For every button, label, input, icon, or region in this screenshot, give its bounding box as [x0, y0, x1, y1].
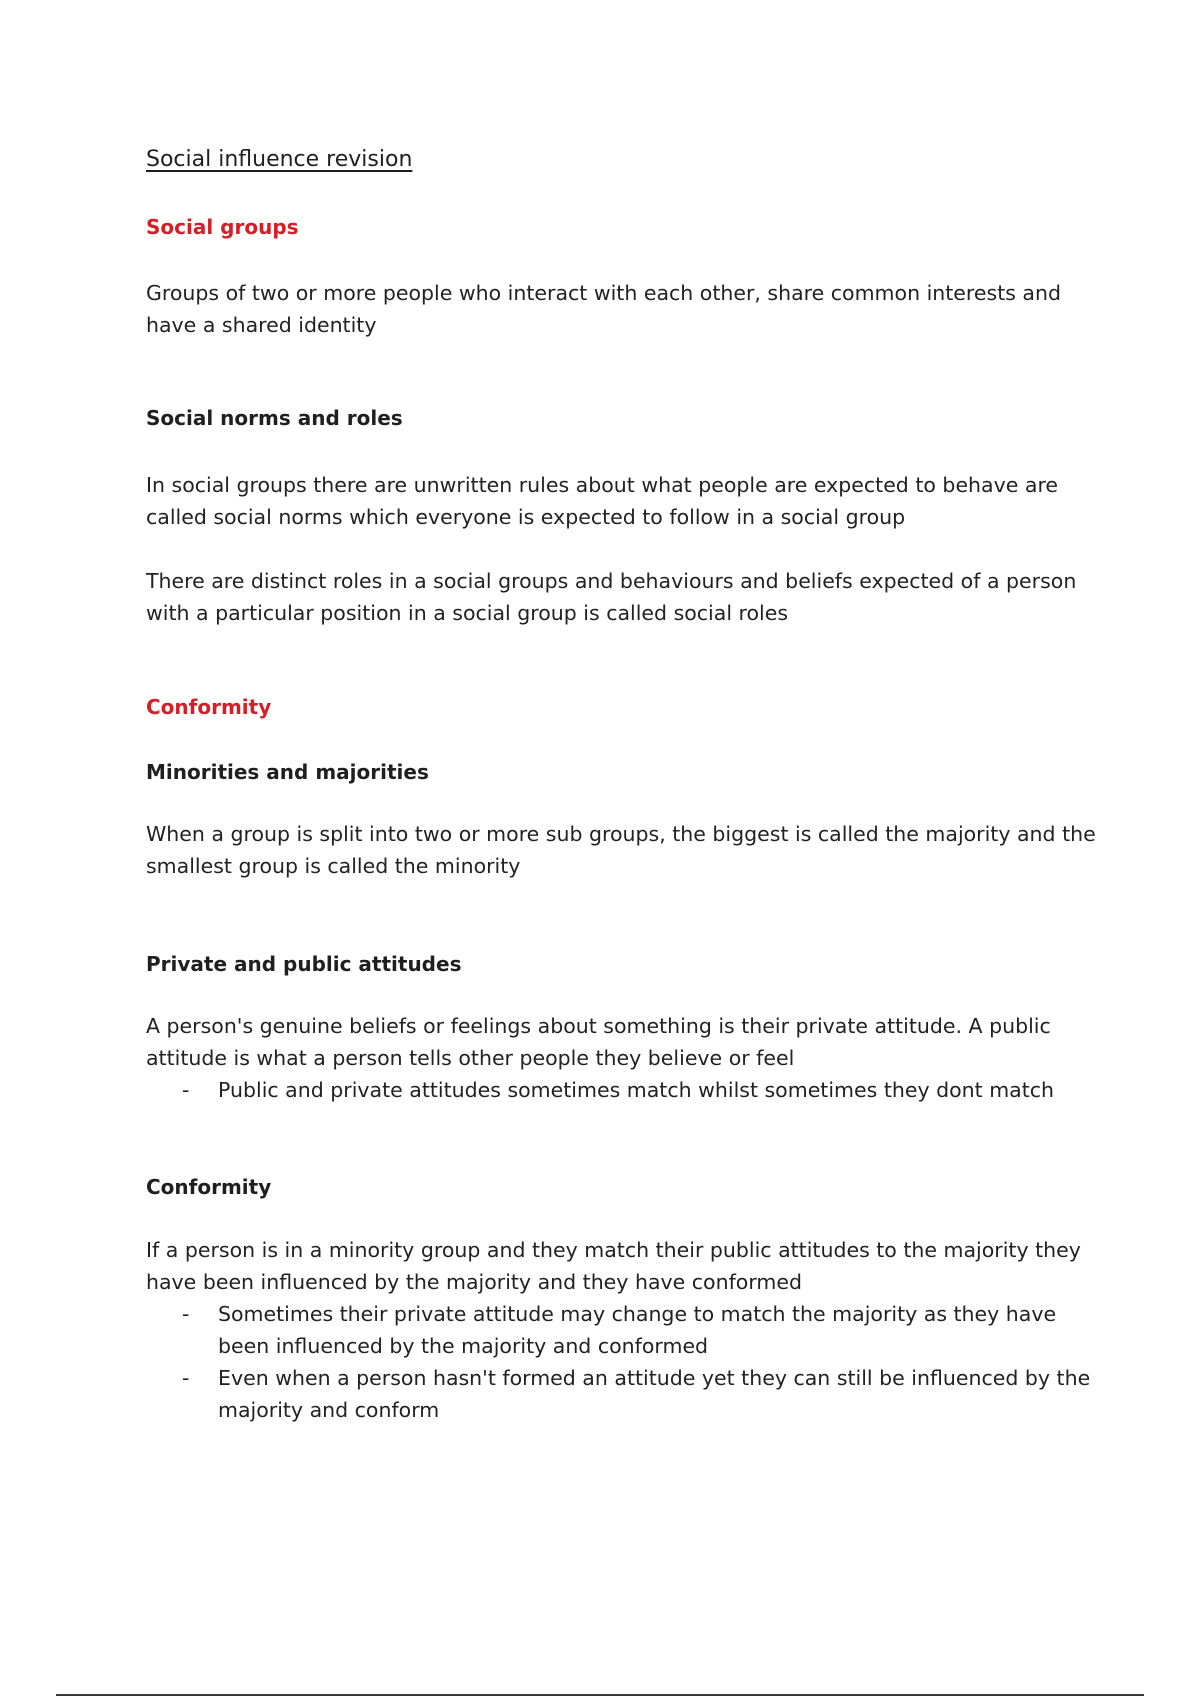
paragraph-social-groups: Groups of two or more people who interact with each other, share common interests and have a shared identity	[146, 281, 1061, 337]
section-heading-social-groups: Social groups	[146, 215, 299, 239]
subheading-social-norms-roles: Social norms and roles	[146, 406, 403, 430]
subheading-conformity: Conformity	[146, 1175, 272, 1199]
list-item	[146, 1362, 1096, 1426]
subheading-private-public-attitudes: Private and public attitudes	[146, 952, 462, 976]
paragraph-minorities-majorities: When a group is split into two or more sub groups, the biggest is called the majority and the smallest group is called the minority	[146, 822, 1096, 878]
bullet-dash: -	[182, 1366, 190, 1390]
paragraph-private-public-attitudes: A person's genuine beliefs or feelings about something is their private attitude. A public attitude is what a person tells other people they believe or feel	[146, 1014, 1051, 1070]
subheading-minorities-majorities: Minorities and majorities	[146, 760, 429, 784]
bullet-dash: -	[182, 1302, 190, 1326]
bullet-text: Even when a person hasn't formed an attitude yet they can still be influenced by the majority and conform	[218, 1366, 1091, 1422]
page-title: Social influence revision	[146, 147, 413, 172]
section-heading-conformity: Conformity	[146, 695, 272, 719]
paragraph-conformity: If a person is in a minority group and they match their public attitudes to the majority they have been influenced by the majority and they have conformed	[146, 1238, 1081, 1294]
bottom-divider	[56, 1694, 1144, 1696]
bullet-text: Sometimes their private attitude may change to match the majority as they have been influenced by the majority and conformed	[218, 1302, 1057, 1358]
bullet-dash: -	[182, 1078, 190, 1102]
list-item	[146, 1074, 1096, 1106]
bullet-list-attitudes	[146, 1074, 1096, 1106]
paragraph-social-norms: In social groups there are unwritten rules about what people are expected to behave are called social norms which everyone is expected to follow in a social group	[146, 473, 1059, 529]
paragraph-social-roles: There are distinct roles in a social groups and behaviours and beliefs expected of a person with a particular position in a social group is called social roles	[146, 569, 1077, 625]
bullet-list-conformity	[146, 1298, 1096, 1426]
bullet-text: Public and private attitudes sometimes match whilst sometimes they dont match	[218, 1078, 1055, 1102]
list-item	[146, 1298, 1096, 1362]
